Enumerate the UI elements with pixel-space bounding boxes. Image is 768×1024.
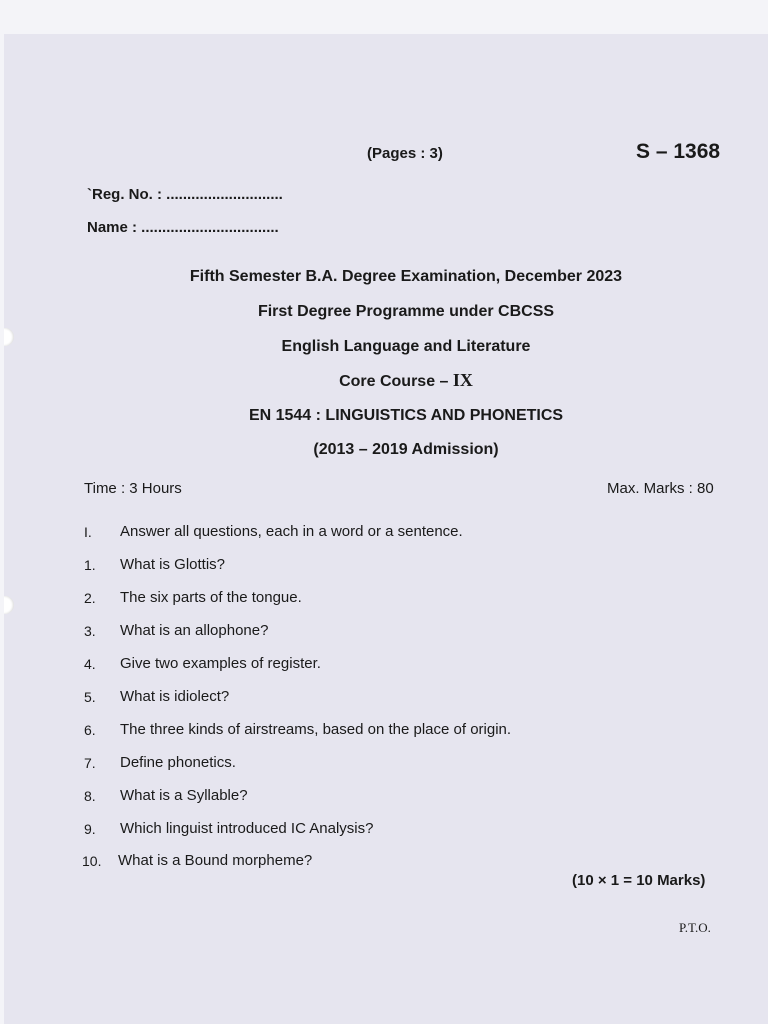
paper-title: EN 1544 : LINGUISTICS AND PHONETICS — [248, 407, 564, 424]
question-text: What is Glottis? — [120, 556, 226, 573]
question-number: 3. — [84, 623, 96, 639]
admission-years: (2013 – 2019 Admission) — [313, 441, 499, 458]
question-text: The three kinds of airstreams, based on the place of origin. — [120, 721, 512, 738]
question-number: 2. — [84, 590, 96, 606]
question-number: 9. — [84, 821, 96, 837]
question-number: 10. — [82, 853, 102, 869]
reg-no-field: `Reg. No. : ............................ — [87, 186, 283, 203]
section-number: I. — [84, 524, 92, 540]
question-text: What is an allophone? — [120, 622, 269, 639]
question-number: 1. — [84, 557, 96, 573]
question-text: Define phonetics. — [120, 754, 236, 771]
question-text: Which linguist introduced IC Analysis? — [120, 820, 374, 837]
pages-count: (Pages : 3) — [367, 145, 443, 162]
question-number: 8. — [84, 788, 96, 804]
course-label: Core Course – — [339, 373, 453, 390]
question-text: What is a Bound morpheme? — [118, 852, 313, 869]
question-text: Give two examples of register. — [120, 655, 321, 672]
question-text: The six parts of the tongue. — [120, 589, 302, 606]
programme-title: First Degree Programme under CBCSS — [257, 303, 555, 320]
question-number: 5. — [84, 689, 96, 705]
question-number: 4. — [84, 656, 96, 672]
subject-title: English Language and Literature — [281, 338, 531, 355]
question-text: What is idiolect? — [120, 688, 230, 705]
name-field: Name : ................................. — [87, 219, 279, 236]
paper-code: S – 1368 — [636, 140, 721, 163]
please-turn-over: P.T.O. — [679, 920, 711, 935]
time-duration: Time : 3 Hours — [84, 480, 182, 497]
max-marks: Max. Marks : 80 — [607, 480, 714, 497]
punch-hole-bottom — [4, 596, 14, 614]
question-text: What is a Syllable? — [120, 787, 248, 804]
section-marks: (10 × 1 = 10 Marks) — [572, 872, 706, 889]
course-roman-numeral: IX — [452, 370, 473, 390]
section-instruction: Answer all questions, each in a word or a sentence. — [120, 523, 463, 540]
question-number: 6. — [84, 722, 96, 738]
exam-title: Fifth Semester B.A. Degree Examination, December 2023 — [189, 268, 623, 285]
question-number: 7. — [84, 755, 96, 771]
course-title — [4, 371, 768, 391]
exam-paper — [4, 34, 768, 1024]
